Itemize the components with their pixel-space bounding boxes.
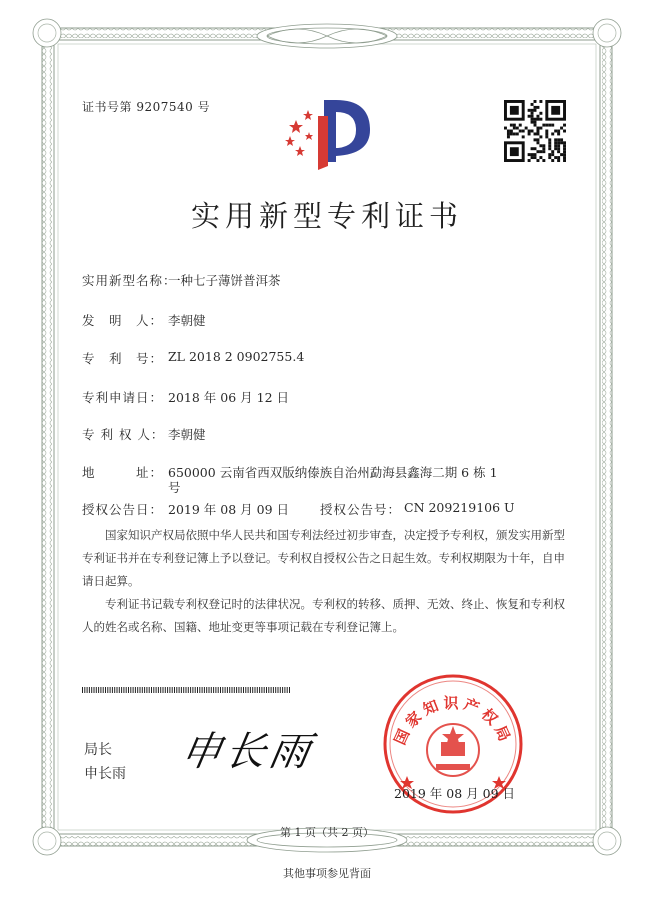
back-note: 其他事项参见背面 xyxy=(283,867,371,880)
certificate-number-suffix: 号 xyxy=(197,100,211,114)
qr-module xyxy=(542,144,545,147)
qr-module xyxy=(536,159,539,162)
qr-finder-pattern xyxy=(510,147,519,156)
qr-module xyxy=(563,141,566,144)
patent-office-logo xyxy=(282,96,378,176)
qr-module xyxy=(510,130,513,133)
qr-module xyxy=(542,150,545,153)
qr-module xyxy=(542,159,545,162)
qr-module xyxy=(507,130,510,133)
name-label: 实用新型名称： xyxy=(82,273,177,288)
qr-module xyxy=(531,109,534,112)
qr-module xyxy=(557,138,560,141)
qr-module xyxy=(536,141,539,144)
qr-module xyxy=(542,124,545,127)
qr-module xyxy=(548,153,551,156)
grant-date-label: 授权公告日： xyxy=(82,502,164,517)
qr-module xyxy=(534,156,537,159)
certificate-number-label: 证书号第 xyxy=(82,100,133,114)
qr-module xyxy=(536,106,539,109)
qr-module xyxy=(522,135,525,138)
seal-text-arc: 国家知识产权局 xyxy=(390,694,516,748)
qr-module xyxy=(531,153,534,156)
qr-module xyxy=(531,112,534,115)
qr-module xyxy=(557,130,560,133)
qr-module xyxy=(545,132,548,135)
signatory-name: 申长雨 xyxy=(84,766,126,782)
qr-module xyxy=(534,132,537,135)
qr-module xyxy=(539,144,542,147)
qr-module xyxy=(513,124,516,127)
filing-date-value: 2018 年 06 月 12 日 xyxy=(168,390,289,405)
qr-module xyxy=(539,135,542,138)
qr-module xyxy=(554,130,557,133)
qr-module xyxy=(504,127,507,130)
seal-date: 2019 年 08 月 09 日 xyxy=(394,786,515,801)
qr-module xyxy=(536,127,539,130)
address-value-line2: 号 xyxy=(168,480,181,495)
inventor-label: 发 明 人： xyxy=(82,313,164,328)
qr-module xyxy=(534,153,537,156)
inventor-value: 李朝健 xyxy=(168,313,206,328)
qr-module xyxy=(554,144,557,147)
qr-module xyxy=(519,124,522,127)
qr-module xyxy=(545,130,548,133)
qr-module xyxy=(525,127,528,130)
qr-module xyxy=(531,115,534,118)
qr-module xyxy=(510,124,513,127)
qr-module xyxy=(534,121,537,124)
address-label: 地 址： xyxy=(82,465,164,480)
qr-module xyxy=(563,150,566,153)
qr-module xyxy=(534,106,537,109)
qr-module xyxy=(534,100,537,103)
certificate-title: 实用新型专利证书 xyxy=(190,199,463,233)
body-paragraph-1: 国家知识产权局依照中华人民共和国专利法经过初步审查，决定授予专利权，颁发实用新型专利证书并在专利登记簿上予以登记。专利权自授权公告之日起生效。专利权期限为十年，自申请日起算。 xyxy=(82,528,565,588)
patent-no-value: ZL 2018 2 0902755.4 xyxy=(168,349,305,364)
qr-module xyxy=(542,147,545,150)
svg-text:国家知识产权局 xyxy=(391,694,515,748)
qr-module xyxy=(548,138,551,141)
grant-date-value: 2019 年 08 月 09 日 xyxy=(168,502,289,517)
certificate-number xyxy=(82,98,210,115)
qr-module xyxy=(534,147,537,150)
qr-module xyxy=(554,147,557,150)
qr-module xyxy=(551,150,554,153)
patentee-value: 李朝健 xyxy=(168,427,206,442)
qr-module xyxy=(519,130,522,133)
qr-module xyxy=(536,132,539,135)
qr-module xyxy=(560,127,563,130)
qr-module xyxy=(516,132,519,135)
qr-module xyxy=(563,130,566,133)
qr-module xyxy=(534,118,537,121)
body-paragraph-2: 专利证书记载专利权登记时的法律状况。专利权的转移、质押、无效、终止、恢复和专利权人的姓名或名称、国籍、地址变更等事项记载在专利登记簿上。 xyxy=(82,597,565,634)
qr-module xyxy=(528,153,531,156)
qr-module xyxy=(528,109,531,112)
signatory-title: 局长 xyxy=(84,742,112,758)
qr-module xyxy=(563,147,566,150)
patent-no-label: 专 利 号： xyxy=(82,351,164,366)
certificate-number-value: 9207540 xyxy=(136,100,194,114)
qr-module xyxy=(557,132,560,135)
qr-module xyxy=(507,132,510,135)
page-indicator: 第 1 页（共 2 页） xyxy=(280,826,374,839)
grant-no-label: 授权公告号： xyxy=(320,502,402,517)
qr-module xyxy=(539,118,542,121)
qr-module xyxy=(557,156,560,159)
qr-module xyxy=(539,127,542,130)
qr-module xyxy=(539,156,542,159)
qr-module xyxy=(539,100,542,103)
qr-module xyxy=(531,156,534,159)
qr-module xyxy=(551,124,554,127)
qr-module xyxy=(536,115,539,118)
qr-module xyxy=(557,159,560,162)
qr-module xyxy=(507,135,510,138)
qr-module xyxy=(554,138,557,141)
qr-module xyxy=(528,159,531,162)
qr-module xyxy=(531,130,534,133)
grant-no-value: CN 209219106 U xyxy=(404,500,515,515)
qr-module xyxy=(554,141,557,144)
qr-module xyxy=(548,141,551,144)
filing-date-label: 专利申请日： xyxy=(82,390,164,405)
qr-module xyxy=(539,112,542,115)
qr-code[interactable] xyxy=(504,100,566,162)
qr-module xyxy=(548,124,551,127)
qr-module xyxy=(545,124,548,127)
qr-module xyxy=(516,127,519,130)
qr-module xyxy=(528,132,531,135)
qr-module xyxy=(560,138,563,141)
qr-finder-pattern xyxy=(510,106,519,115)
qr-module xyxy=(522,130,525,133)
patentee-label: 专 利 权 人： xyxy=(82,427,165,442)
qr-module xyxy=(528,130,531,133)
qr-finder-pattern xyxy=(551,106,560,115)
qr-module xyxy=(510,132,513,135)
body-text xyxy=(82,524,568,639)
qr-module xyxy=(536,130,539,133)
qr-module xyxy=(548,147,551,150)
qr-module xyxy=(557,150,560,153)
qr-module xyxy=(557,147,560,150)
qr-module xyxy=(545,135,548,138)
qr-module xyxy=(563,124,566,127)
qr-module xyxy=(534,109,537,112)
qr-module xyxy=(554,156,557,159)
qr-module xyxy=(531,147,534,150)
qr-module xyxy=(528,115,531,118)
qr-module xyxy=(551,159,554,162)
qr-module xyxy=(534,124,537,127)
qr-module xyxy=(563,144,566,147)
qr-module xyxy=(551,153,554,156)
qr-module xyxy=(548,144,551,147)
qr-module xyxy=(557,144,560,147)
qr-module xyxy=(560,141,563,144)
qr-module xyxy=(536,118,539,121)
qr-module xyxy=(548,156,551,159)
qr-module xyxy=(534,138,537,141)
qr-module xyxy=(563,153,566,156)
qr-module xyxy=(557,141,560,144)
qr-module xyxy=(513,127,516,130)
qr-module xyxy=(536,150,539,153)
qr-module xyxy=(531,118,534,121)
qr-module xyxy=(560,153,563,156)
qr-module xyxy=(539,150,542,153)
address-value-line1: 650000 云南省西双版纳傣族自治州勐海县鑫海二期 6 栋 1 xyxy=(168,465,498,480)
name-value: 一种七子薄饼普洱茶 xyxy=(168,273,281,288)
qr-module xyxy=(513,132,516,135)
qr-module xyxy=(531,121,534,124)
qr-module xyxy=(531,103,534,106)
qr-module xyxy=(563,159,566,162)
qr-module xyxy=(551,132,554,135)
qr-module xyxy=(536,138,539,141)
qr-module xyxy=(563,156,566,159)
handwritten-signature: 申长雨 xyxy=(177,729,318,775)
